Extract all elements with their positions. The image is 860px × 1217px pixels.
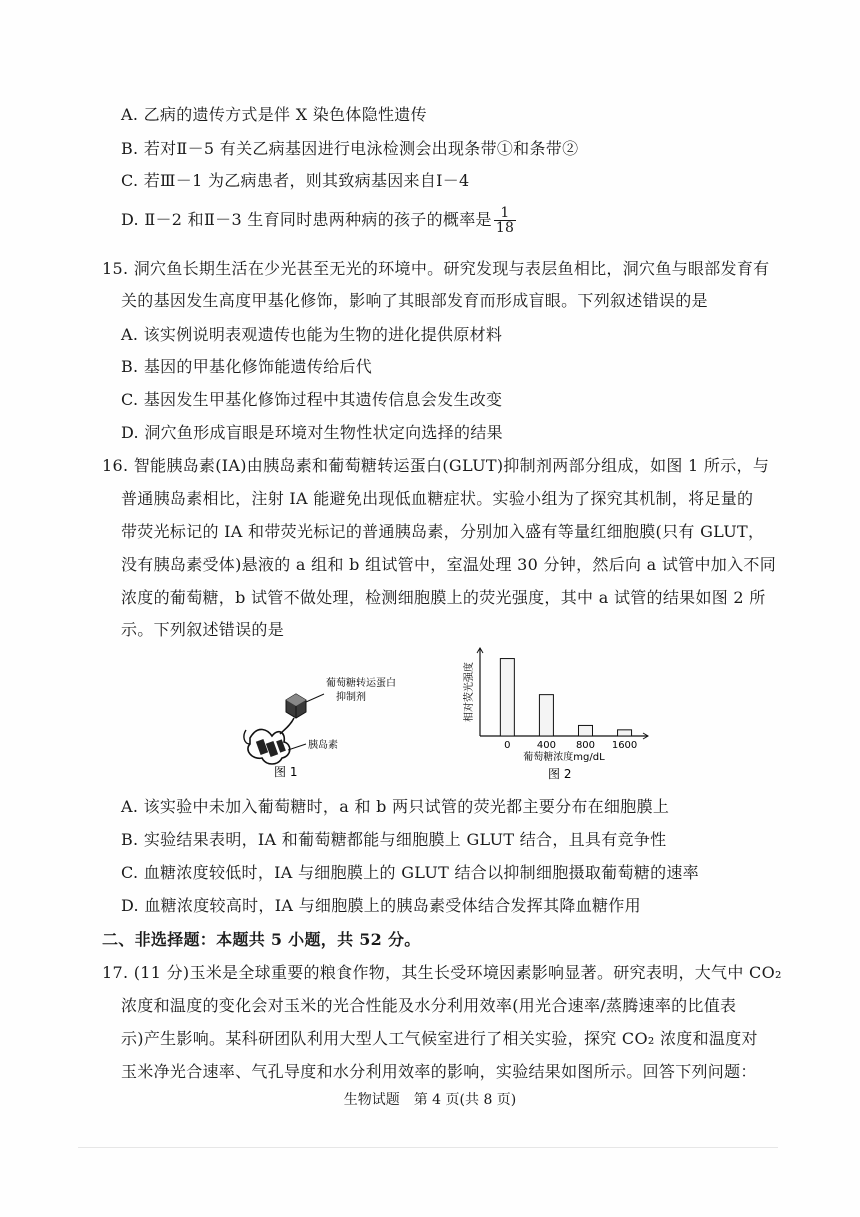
q16-option-b: B. 实验结果表明，IA 和葡萄糖都能与细胞膜上 GLUT 结合，且具有竞争性 bbox=[121, 830, 667, 849]
x-tick-label: 400 bbox=[536, 740, 556, 751]
fraction bbox=[494, 206, 516, 235]
y-axis-label: 相对荧光强度 bbox=[464, 662, 475, 722]
figure-2-caption: 图 2 bbox=[548, 767, 572, 780]
q17-line3: 示)产生影响。某科研团队利用大型人工气候室进行了相关实验，探究 CO₂ 浓度和温度对 bbox=[121, 1029, 758, 1048]
q16-stem-line3: 带荧光标记的 IA 和带荧光标记的普通胰岛素，分别加入盛有等量红细胞膜(只有 GLUT， bbox=[121, 522, 765, 541]
inhibitor-cube-icon bbox=[286, 694, 306, 718]
q17-line2: 浓度和温度的变化会对玉米的光合性能及水分利用效率(用光合速率/蒸腾速率的比值表 bbox=[121, 996, 737, 1015]
q14-option-c: C. 若Ⅲ－1 为乙病患者，则其致病基因来自Ⅰ－4 bbox=[121, 171, 470, 190]
q16-stem-line5: 浓度的葡萄糖，b 试管不做处理，检测细胞膜上的荧光强度，其中 a 试管的结果如图 2 所 bbox=[121, 588, 766, 607]
q17-line4: 玉米净光合速率、气孔导度和水分利用效率的影响，实验结果如图所示。回答下列问题： bbox=[121, 1062, 757, 1081]
x-axis-label: 葡萄糖浓度mg/dL bbox=[523, 752, 605, 763]
q15-stem-line2: 关的基因发生高度甲基化修饰，影响了其眼部发育而形成盲眼。下列叙述错误的是 bbox=[121, 291, 708, 310]
q16-stem-line6: 示。下列叙述错误的是 bbox=[121, 620, 285, 639]
label-inhibitor-1: 葡萄糖转运蛋白 bbox=[326, 678, 396, 689]
x-tick-label: 800 bbox=[575, 740, 596, 751]
linker bbox=[280, 718, 294, 734]
q14-option-d bbox=[121, 206, 516, 235]
q16-option-c: C. 血糖浓度较低时，IA 与细胞膜上的 GLUT 结合以抑制细胞摄取葡萄糖的速率 bbox=[121, 863, 699, 882]
bar bbox=[618, 730, 632, 736]
page-footer: 生物试题 第 4 页(共 8 页) bbox=[343, 1092, 517, 1108]
section-2-heading: 二、非选择题：本题共 5 小题，共 52 分。 bbox=[102, 930, 421, 949]
bottom-rule bbox=[78, 1147, 778, 1148]
x-tick-label: 1600 bbox=[611, 740, 638, 751]
q14-option-a: A. 乙病的遗传方式是伴 X 染色体隐性遗传 bbox=[121, 105, 427, 124]
q16-option-d: D. 血糖浓度较高时，IA 与细胞膜上的胰岛素受体结合发挥其降血糖作用 bbox=[121, 896, 641, 915]
bar bbox=[539, 695, 553, 736]
q15-option-a: A. 该实例说明表观遗传也能为生物的进化提供原材料 bbox=[121, 325, 503, 344]
figure-1 bbox=[228, 660, 428, 780]
insulin-protein-icon bbox=[244, 729, 290, 764]
q15-option-b: B. 基因的甲基化修饰能遗传给后代 bbox=[121, 357, 373, 376]
label-inhibitor-2: 抑制剂 bbox=[336, 692, 366, 703]
q14-option-d-text: D. Ⅱ－2 和Ⅱ－3 生育同时患两种病的孩子的概率是 bbox=[121, 210, 492, 229]
bar bbox=[500, 659, 514, 736]
q16-stem-line1: 16. 智能胰岛素(IA)由胰岛素和葡萄糖转运蛋白(GLUT)抑制剂两部分组成，如图 1 所示，与 bbox=[102, 456, 770, 475]
figure-1-caption: 图 1 bbox=[274, 765, 298, 779]
q14-option-b: B. 若对Ⅱ－5 有关乙病基因进行电泳检测会出现条带①和条带② bbox=[121, 139, 579, 158]
q17-line1: 17. (11 分)玉米是全球重要的粮食作物，其生长受环境因素影响显著。研究表明，大气中 CO₂ bbox=[102, 963, 782, 982]
bar bbox=[578, 725, 592, 736]
q16-stem-line4: 没有胰岛素受体)悬液的 a 组和 b 组试管中，室温处理 30 分钟，然后向 a 试管中加入不同 bbox=[121, 555, 777, 574]
q16-stem-line2: 普通胰岛素相比，注射 IA 能避免出现低血糖症状。实验小组为了探究其机制，将足量的 bbox=[121, 489, 754, 508]
fraction-numerator: 1 bbox=[494, 206, 516, 221]
x-tick-label: 0 bbox=[504, 740, 511, 751]
pointer-line bbox=[306, 694, 324, 702]
fraction-denominator: 18 bbox=[495, 220, 515, 236]
pointer-line bbox=[288, 744, 306, 750]
figure-2-chart bbox=[456, 640, 656, 780]
q16-option-a: A. 该实验中未加入葡萄糖时，a 和 b 两只试管的荧光都主要分布在细胞膜上 bbox=[121, 797, 670, 816]
q15-option-d: D. 洞穴鱼形成盲眼是环境对生物性状定向选择的结果 bbox=[121, 423, 503, 442]
q15-stem-line1: 15. 洞穴鱼长期生活在少光甚至无光的环境中。研究发现与表层鱼相比，洞穴鱼与眼部发育有 bbox=[102, 259, 770, 278]
q15-option-c: C. 基因发生甲基化修饰过程中其遗传信息会发生改变 bbox=[121, 390, 503, 409]
label-insulin: 胰岛素 bbox=[308, 740, 338, 751]
